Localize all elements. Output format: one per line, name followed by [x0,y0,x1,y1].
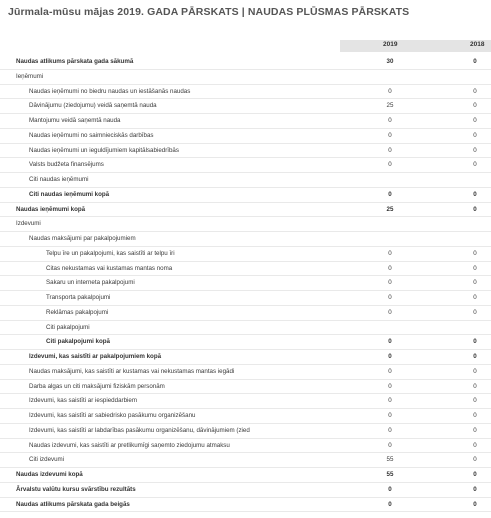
row-label: Izdevumi, kas saistīti ar iespieddarbiem [29,397,137,405]
table-row [0,380,491,395]
row-label: Naudas ieņēmumi no saimnieciskās darbības [29,131,154,139]
value-2019: 0 [388,338,392,346]
value-2019: 0 [388,279,392,287]
value-2019: 25 [386,102,394,110]
row-label: Izdevumi, kas saistīti ar labdarības pasākumu organizēšanu, dāvinājumiem (zied [29,426,250,434]
value-2019: 0 [388,353,392,360]
value-2019: 30 [386,58,394,65]
row-label: Telpu īre un pakalpojumi, kas saistīti ar telpu īri [46,249,175,257]
row-label: Citas nekustamas vai kustamas mantas noma [46,264,173,272]
value-2018: 0 [473,102,477,110]
value-2019: 0 [388,117,392,124]
value-2018: 0 [473,500,477,508]
value-2018: 0 [473,353,477,360]
table-row [0,85,491,100]
row-label: Naudas izdevumi, kas saistīti ar pretlikumīgi saņemto ziedojumu atmaksu [29,441,230,449]
value-2018: 0 [473,58,477,65]
row-label: Izdevumi [16,220,41,228]
table-row [0,262,491,277]
row-label: Naudas atlikums pārskata gada beigās [16,500,130,508]
value-2019: 0 [388,294,392,301]
value-2018: 0 [473,294,477,301]
row-label: Naudas maksājumi, kas saistīti ar kustamas vai nekustamas mantas iegādi [29,367,235,375]
table-row [0,217,491,232]
value-2019: 0 [388,87,392,95]
value-2019: 0 [388,249,392,257]
value-2018: 0 [473,412,477,419]
row-label: Transporta pakalpojumi [46,294,111,301]
column-header-2019: 2019 [383,41,398,48]
value-2018: 0 [473,382,477,390]
table-row [0,453,491,468]
table-row [0,365,491,380]
value-2019: 0 [388,485,392,493]
value-2018: 0 [473,249,477,257]
table-row [0,439,491,454]
value-2018: 0 [473,205,477,213]
value-2019: 0 [388,367,392,375]
row-label: Reklāmas pakalpojumi [46,308,109,316]
table-row [0,158,491,173]
table-row [0,424,491,439]
value-2018: 0 [473,367,477,375]
column-header-band [340,40,491,52]
table-row [0,350,491,365]
table-row [0,306,491,321]
row-label: Naudas ieņēmumi kopā [16,205,86,213]
table-row [0,129,491,144]
row-label: Naudas ieņēmumi no biedru naudas un iestāšanās naudas [29,87,191,95]
table-row [0,409,491,424]
row-label: Valsts budžeta finansējums [29,161,104,169]
row-label: Sakaru un interneta pakalpojumi [46,279,135,287]
page-title: Jūrmala-mūsu mājas 2019. GADA PĀRSKATS | NAUDAS PLŪSMAS PĀRSKATS [8,6,410,18]
value-2019: 25 [386,205,394,213]
value-2018: 0 [473,485,477,493]
table-row [0,203,491,218]
row-label: Dāvinājumu (ziedojumu) veidā saņemtā nauda [29,102,157,110]
value-2018: 0 [473,190,477,198]
table-row [0,99,491,114]
value-2018: 0 [473,161,477,169]
value-2018: 0 [473,308,477,316]
row-label: Citi pakalpojumi kopā [46,338,110,346]
row-label: Naudas ieņēmumi un ieguldījumiem kapitālsabiedrībās [29,146,179,154]
table-row [0,232,491,247]
value-2018: 0 [473,117,477,124]
row-label: Citi izdevumi [29,456,65,464]
table-row [0,498,491,513]
value-2019: 0 [388,426,392,434]
value-2018: 0 [473,146,477,154]
value-2019: 0 [388,161,392,169]
table-row [0,276,491,291]
row-label: Ieņēmumi [16,72,44,80]
table-row [0,70,491,85]
value-2019: 0 [388,264,392,272]
table-row [0,173,491,188]
row-label: Naudas maksājumi par pakalpojumiem [29,235,136,242]
cash-flow-table [0,55,491,512]
value-2019: 0 [388,382,392,390]
value-2019: 0 [388,412,392,419]
row-label: Naudas atlikums pārskata gada sākumā [16,58,134,65]
value-2019: 55 [386,471,394,478]
value-2018: 0 [473,279,477,287]
row-label: Naudas izdevumi kopā [16,471,83,478]
table-row [0,55,491,70]
row-label: Izdevumi, kas saistīti ar sabiedrisko pasākumu organizēšanu [29,412,196,419]
table-row [0,247,491,262]
table-row [0,483,491,498]
value-2018: 0 [473,131,477,139]
value-2019: 0 [388,308,392,316]
value-2019: 0 [388,190,392,198]
value-2019: 0 [388,397,392,405]
value-2018: 0 [473,441,477,449]
value-2019: 55 [386,456,394,464]
row-label: Citi naudas ieņēmumi [29,176,89,183]
value-2018: 0 [473,87,477,95]
row-label: Citi pakalpojumi [46,323,90,331]
value-2019: 0 [388,131,392,139]
value-2018: 0 [473,426,477,434]
row-label: Citi naudas ieņēmumi kopā [29,190,110,198]
value-2018: 0 [473,338,477,346]
row-label: Darba algas un citi maksājumi fiziskām personām [29,382,165,390]
value-2018: 0 [473,471,477,478]
table-row [0,468,491,483]
value-2019: 0 [388,441,392,449]
value-2019: 0 [388,500,392,508]
value-2018: 0 [473,397,477,405]
row-label: Izdevumi, kas saistīti ar pakalpojumiem kopā [29,353,162,360]
row-label: Ārvalstu valūtu kursu svārstību rezultāts [16,485,136,493]
table-row [0,188,491,203]
table-row [0,291,491,306]
column-header-2018: 2018 [470,41,485,48]
table-row [0,335,491,350]
row-label: Mantojumu veidā saņemtā nauda [29,117,121,124]
table-row [0,144,491,159]
table-row [0,394,491,409]
value-2018: 0 [473,264,477,272]
value-2019: 0 [388,146,392,154]
value-2018: 0 [473,456,477,464]
table-row [0,114,491,129]
table-row [0,321,491,336]
